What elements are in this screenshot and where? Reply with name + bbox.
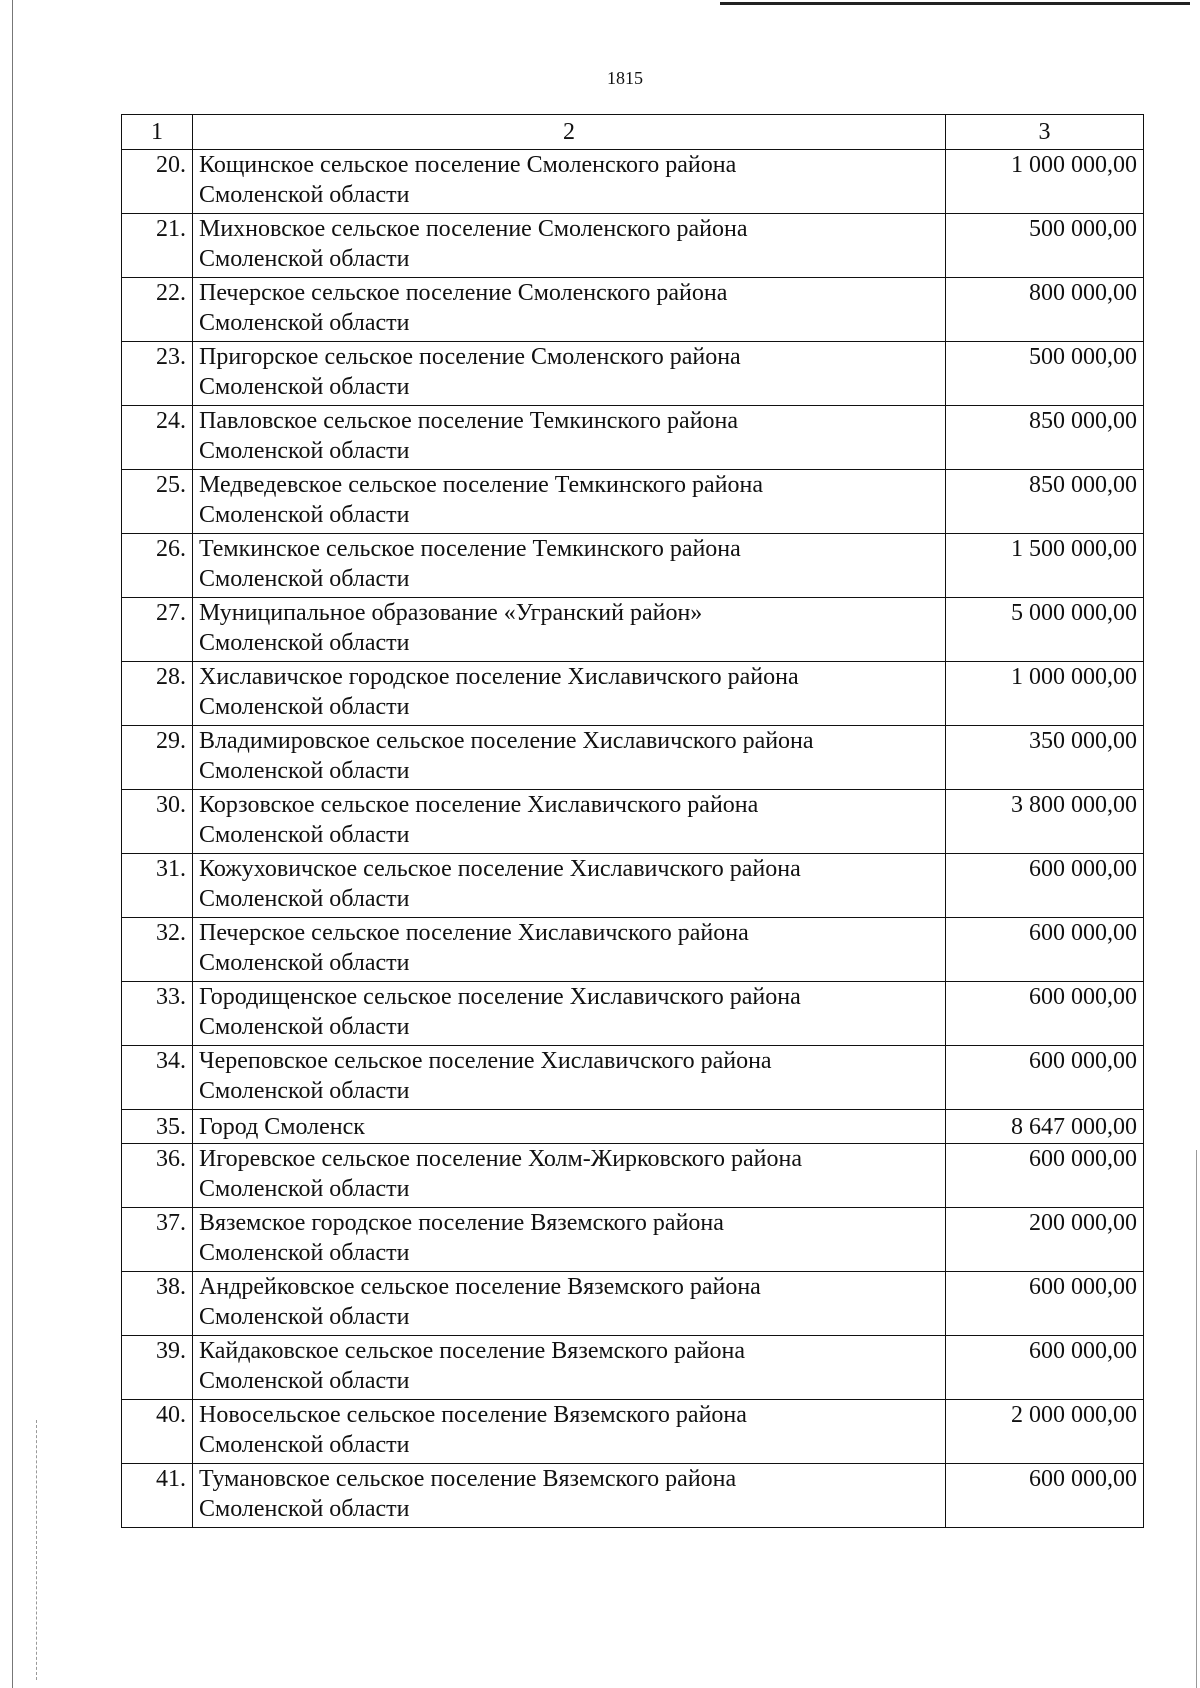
scan-artifact-right-edge <box>1196 1150 1197 1688</box>
row-number: 30. <box>122 790 193 854</box>
table-row <box>122 406 1144 470</box>
table-row <box>122 726 1144 790</box>
municipality-name-line-1: Городищенское сельское поселение Хиславичского района <box>199 984 801 1010</box>
allocation-amount: 1 500 000,00 <box>946 534 1144 598</box>
municipality-name-line-2: Смоленской области <box>199 1078 410 1104</box>
allocation-table <box>121 114 1144 1528</box>
table-header-row <box>122 115 1144 150</box>
allocation-amount: 600 000,00 <box>946 918 1144 982</box>
table-row <box>122 1336 1144 1400</box>
municipality-name <box>193 278 946 342</box>
allocation-amount: 600 000,00 <box>946 854 1144 918</box>
table-row <box>122 854 1144 918</box>
municipality-name-line-2: Смоленской области <box>199 822 410 848</box>
allocation-amount: 600 000,00 <box>946 1046 1144 1110</box>
row-number: 36. <box>122 1144 193 1208</box>
row-number: 33. <box>122 982 193 1046</box>
municipality-name <box>193 598 946 662</box>
municipality-name-line-2: Смоленской области <box>199 566 410 592</box>
allocation-amount: 8 647 000,00 <box>946 1110 1144 1144</box>
municipality-name <box>193 982 946 1046</box>
table-row <box>122 278 1144 342</box>
municipality-name-line-2: Смоленской области <box>199 630 410 656</box>
municipality-name-line-2: Смоленской области <box>199 1176 410 1202</box>
municipality-name-line-1: Кайдаковское сельское поселение Вяземского района <box>199 1338 745 1364</box>
municipality-name <box>193 790 946 854</box>
allocation-amount: 600 000,00 <box>946 1144 1144 1208</box>
municipality-name-line-2: Смоленской области <box>199 950 410 976</box>
page-number: 1815 <box>607 68 643 88</box>
municipality-name-line-1: Игоревское сельское поселение Холм-Жирковского района <box>199 1146 802 1172</box>
header-col-1: 1 <box>122 115 193 150</box>
row-number: 29. <box>122 726 193 790</box>
allocation-amount: 200 000,00 <box>946 1208 1144 1272</box>
municipality-name-line-2: Смоленской области <box>199 182 410 208</box>
allocation-amount: 600 000,00 <box>946 1464 1144 1528</box>
table-row <box>122 1272 1144 1336</box>
table-row <box>122 1464 1144 1528</box>
row-number: 28. <box>122 662 193 726</box>
municipality-name <box>193 1272 946 1336</box>
municipality-name-line-2: Смоленской области <box>199 1368 410 1394</box>
municipality-name-line-2: Смоленской области <box>199 1014 410 1040</box>
table-row <box>122 534 1144 598</box>
municipality-name-line-2: Смоленской области <box>199 1304 410 1330</box>
allocation-amount: 1 000 000,00 <box>946 150 1144 214</box>
municipality-name <box>193 534 946 598</box>
allocation-amount: 5 000 000,00 <box>946 598 1144 662</box>
municipality-name <box>193 918 946 982</box>
row-number: 41. <box>122 1464 193 1528</box>
municipality-name <box>193 1464 946 1528</box>
municipality-name-line-2: Смоленской области <box>199 502 410 528</box>
row-number: 39. <box>122 1336 193 1400</box>
municipality-name-line-2: Смоленской области <box>199 694 410 720</box>
municipality-name <box>193 342 946 406</box>
municipality-name <box>193 1336 946 1400</box>
header-col-2: 2 <box>193 115 946 150</box>
scan-artifact-left-dots <box>36 1420 39 1680</box>
municipality-name-line-1: Медведевское сельское поселение Темкинского района <box>199 472 764 498</box>
table-row <box>122 918 1144 982</box>
allocation-amount: 600 000,00 <box>946 1336 1144 1400</box>
municipality-name-line-1: Корзовское сельское поселение Хиславичского района <box>199 792 759 818</box>
row-number: 40. <box>122 1400 193 1464</box>
municipality-name <box>193 854 946 918</box>
municipality-name <box>193 406 946 470</box>
municipality-name-line-2: Смоленской области <box>199 758 410 784</box>
header-col-3: 3 <box>946 115 1144 150</box>
table-row <box>122 470 1144 534</box>
municipality-name-line-1: Новосельское сельское поселение Вяземского района <box>199 1402 747 1428</box>
row-number: 20. <box>122 150 193 214</box>
municipality-name-line-2: Смоленской области <box>199 1496 410 1522</box>
municipality-name <box>193 1144 946 1208</box>
municipality-name-line-2: Смоленской области <box>199 438 410 464</box>
table-row <box>122 1110 1144 1144</box>
row-number: 24. <box>122 406 193 470</box>
scan-artifact-top-line <box>720 2 1190 5</box>
municipality-name <box>193 214 946 278</box>
row-number: 32. <box>122 918 193 982</box>
allocation-amount: 800 000,00 <box>946 278 1144 342</box>
row-number: 25. <box>122 470 193 534</box>
table-row <box>122 790 1144 854</box>
table-row <box>122 598 1144 662</box>
row-number: 35. <box>122 1110 193 1144</box>
table-row <box>122 662 1144 726</box>
allocation-amount: 500 000,00 <box>946 342 1144 406</box>
municipality-name-line-1: Печерское сельское поселение Хиславичского района <box>199 920 749 946</box>
allocation-amount: 1 000 000,00 <box>946 662 1144 726</box>
table-row <box>122 1400 1144 1464</box>
allocation-amount: 600 000,00 <box>946 982 1144 1046</box>
allocation-amount: 2 000 000,00 <box>946 1400 1144 1464</box>
allocation-amount: 350 000,00 <box>946 726 1144 790</box>
municipality-name-line-2: Смоленской области <box>199 1432 410 1458</box>
municipality-name-line-1: Кощинское сельское поселение Смоленского района <box>199 152 737 178</box>
municipality-name-line-1: Печерское сельское поселение Смоленского района <box>199 280 728 306</box>
allocation-amount: 3 800 000,00 <box>946 790 1144 854</box>
municipality-name-line-1: Кожуховичское сельское поселение Хиславичского района <box>199 856 801 882</box>
municipality-name-line-1: Пригорское сельское поселение Смоленского района <box>199 344 741 370</box>
allocation-amount: 600 000,00 <box>946 1272 1144 1336</box>
row-number: 27. <box>122 598 193 662</box>
row-number: 34. <box>122 1046 193 1110</box>
table-row <box>122 1046 1144 1110</box>
row-number: 31. <box>122 854 193 918</box>
allocation-amount: 500 000,00 <box>946 214 1144 278</box>
row-number: 22. <box>122 278 193 342</box>
municipality-name <box>193 150 946 214</box>
municipality-name-line-1: Михновское сельское поселение Смоленского района <box>199 216 748 242</box>
municipality-name-line-1: Город Смоленск <box>199 1113 365 1140</box>
table-row <box>122 214 1144 278</box>
allocation-amount: 850 000,00 <box>946 406 1144 470</box>
row-number: 26. <box>122 534 193 598</box>
municipality-name-line-1: Вяземское городское поселение Вяземского района <box>199 1210 724 1236</box>
table-row <box>122 982 1144 1046</box>
table-row <box>122 1144 1144 1208</box>
municipality-name <box>193 726 946 790</box>
municipality-name-line-1: Муниципальное образование «Угранский район» <box>199 600 703 626</box>
municipality-name-line-1: Андрейковское сельское поселение Вяземского района <box>199 1274 761 1300</box>
municipality-name-line-1: Павловское сельское поселение Темкинского района <box>199 408 739 434</box>
municipality-name-line-2: Смоленской области <box>199 886 410 912</box>
municipality-name <box>193 470 946 534</box>
allocation-amount: 850 000,00 <box>946 470 1144 534</box>
municipality-name-line-1: Череповское сельское поселение Хиславичского района <box>199 1048 772 1074</box>
municipality-name-line-1: Темкинское сельское поселение Темкинского района <box>199 536 741 562</box>
municipality-name-line-2: Смоленской области <box>199 246 410 272</box>
row-number: 23. <box>122 342 193 406</box>
row-number: 38. <box>122 1272 193 1336</box>
municipality-name <box>193 1208 946 1272</box>
table-row <box>122 342 1144 406</box>
table-row <box>122 1208 1144 1272</box>
municipality-name-line-1: Хиславичское городское поселение Хиславичского района <box>199 664 799 690</box>
row-number: 37. <box>122 1208 193 1272</box>
municipality-name <box>193 1400 946 1464</box>
municipality-name <box>193 1046 946 1110</box>
row-number: 21. <box>122 214 193 278</box>
municipality-name-line-2: Смоленской области <box>199 1240 410 1266</box>
municipality-name <box>193 1110 946 1144</box>
municipality-name-line-2: Смоленской области <box>199 310 410 336</box>
municipality-name <box>193 662 946 726</box>
municipality-name-line-1: Владимировское сельское поселение Хиславичского района <box>199 728 814 754</box>
table-row <box>122 150 1144 214</box>
municipality-name-line-1: Тумановское сельское поселение Вяземского района <box>199 1466 737 1492</box>
municipality-name-line-2: Смоленской области <box>199 374 410 400</box>
scan-artifact-left-edge <box>12 0 13 1688</box>
table-body <box>122 150 1144 1528</box>
